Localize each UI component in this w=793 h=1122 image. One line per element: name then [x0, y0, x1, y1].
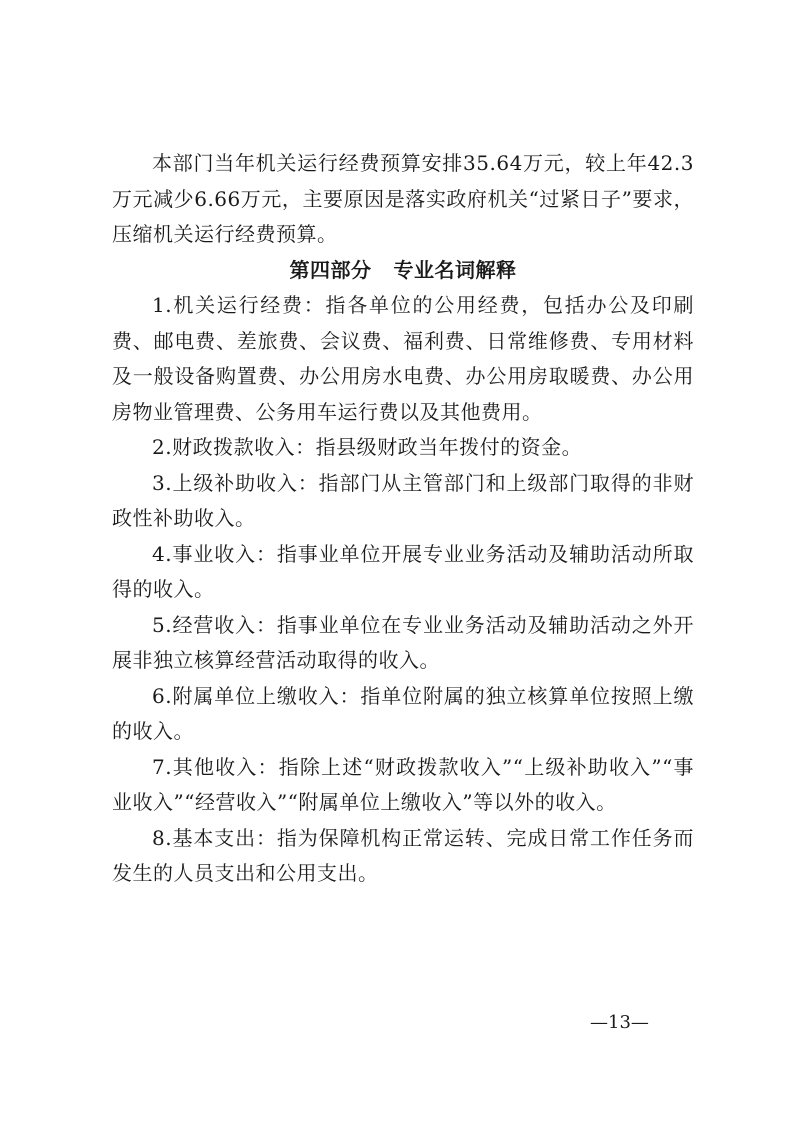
definition-item: 8.基本支出：指为保障机构正常运转、完成日常工作任务而发生的人员支出和公用支出。	[112, 825, 694, 885]
definition-item: 5.经营收入：指事业单位在专业业务活动及辅助活动之外开展非独立核算经营活动取得的收入。	[112, 612, 694, 672]
section-heading	[112, 253, 694, 289]
page-content	[112, 146, 694, 892]
section-part: 第四部分	[289, 257, 372, 282]
definition-item: 2.财政拨款收入：指县级财政当年拨付的资金。	[152, 435, 583, 459]
intro-paragraph: 本部门当年机关运行经费预算安排35.64万元，较上年42.3万元减少6.66万元，主要原因是落实政府机关“过紧日子”要求，压缩机关运行经费预算。	[112, 151, 694, 246]
definition-item: 4.事业收入：指事业单位开展专业业务活动及辅助活动所取得的收入。	[112, 541, 694, 601]
definition-item: 7.其他收入：指除上述“财政拨款收入”“上级补助收入”“事业收入”“经营收入”“附属单位上缴收入”等以外的收入。	[112, 754, 694, 814]
definition-item: 3.上级补助收入：指部门从主管部门和上级部门取得的非财政性补助收入。	[112, 470, 694, 530]
definition-item: 6.附属单位上缴收入：指单位附属的独立核算单位按照上缴的收入。	[112, 683, 694, 743]
definition-item: 1.机关运行经费：指各单位的公用经费，包括办公及印刷费、邮电费、差旅费、会议费、福利费、日常维修费、专用材料及一般设备购置费、办公用房水电费、办公用房取暖费、办公用房物业管理费、公务用车运行费以及其他费用。	[112, 293, 694, 424]
page-number: —13—	[590, 1012, 649, 1033]
section-name: 专业名词解释	[393, 257, 517, 282]
